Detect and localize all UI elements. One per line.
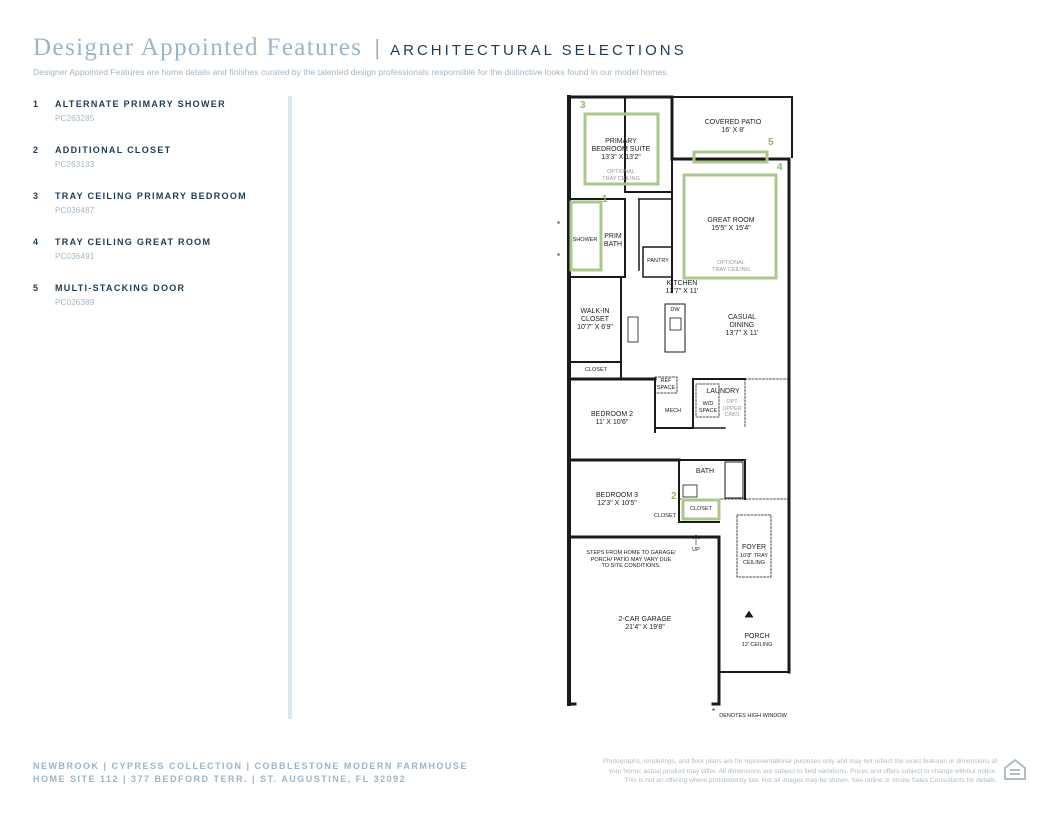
feature-item (33, 283, 283, 329)
feature-number: 3 (33, 191, 40, 201)
optional-tray-note: OPTIONAL TRAY CEILING (712, 260, 750, 273)
floor-plan (555, 92, 805, 724)
stairs-up-label: UP (692, 547, 700, 553)
dishwasher-label: DW (670, 307, 680, 313)
feature-number: 5 (33, 283, 40, 293)
feature-code: PC026389 (55, 298, 95, 307)
room-label-primary-bedroom: PRIMARY BEDROOM SUITE 13'3" X 13'2" (591, 138, 651, 161)
feature-code: PC036491 (55, 252, 95, 261)
feature-number: 2 (33, 145, 40, 155)
toilet (683, 485, 697, 497)
footer-disclaimer: Photographs, renderings, and floor plans are for representational purposes only and may not reflect the exact features or dimensions of your home; actual product may differ. All dimensions are subject to field variations. Prices and offers subject to change without notice. This is not an offering where prohibited by law. Not all images may be shown. See online or onsite Sales Consultants for details. (602, 758, 997, 784)
room-label-bath: BATH (695, 468, 715, 475)
footer-line-1: NEWBROOK | CYPRESS COLLECTION | COBBLESTONE MODERN FARMHOUSE (33, 761, 468, 771)
steps-note: STEPS FROM HOME TO GARAGE/ PORCH/ PATIO MAY VARY DUE TO SITE CONDITIONS. (586, 550, 676, 569)
equal-housing-icon (1003, 757, 1027, 783)
high-window-legend: DENOTES HIGH WINDOW (719, 713, 787, 719)
dishwasher (670, 318, 681, 330)
marker-4: 4 (777, 162, 783, 173)
room-label-prim-bath: PRIM BATH (603, 233, 623, 248)
page-header (33, 34, 1033, 77)
room-label-pantry: PANTRY (647, 258, 669, 264)
footer-community-info (33, 760, 468, 786)
feature-name: TRAY CEILING PRIMARY BEDROOM (55, 191, 247, 201)
room-label-bedroom-2: BEDROOM 2 11' X 10'6" (590, 411, 634, 426)
room-label-porch: PORCH (744, 633, 770, 640)
intro-text: Designer Appointed Features are home details and finishes curated by the talented design professionals responsible for the distinctive looks found in our model homes. (33, 67, 669, 77)
room-label-closet: CLOSET (584, 367, 608, 373)
room-label-garage: 2-CAR GARAGE 21'4" X 19'8" (618, 616, 672, 631)
feature-code: PC263285 (55, 114, 95, 123)
feature-number: 1 (33, 99, 40, 109)
page-title: Designer Appointed Features (33, 34, 363, 61)
feature-name: ALTERNATE PRIMARY SHOWER (55, 99, 226, 109)
high-window-asterisk: * (557, 220, 561, 229)
room-label-shower: SHOWER (572, 237, 598, 243)
room-label-kitchen: KITCHEN 13'7" X 11' (665, 280, 699, 295)
marker-2: 2 (671, 491, 677, 502)
marker-1: 1 (602, 194, 608, 205)
legend-asterisk: * (712, 707, 716, 716)
feature-list (33, 99, 283, 329)
room-label-laundry: LAUNDRY (706, 388, 740, 395)
footer-line-2: HOME SITE 112 | 377 BEDFORD TERR. | ST. AUGUSTINE, FL 32092 (33, 774, 407, 784)
title-row (33, 34, 1033, 62)
room-label-mech: MECH (664, 408, 682, 414)
room-label-bedroom-3: BEDROOM 3 12'3" X 10'5" (595, 492, 639, 507)
room-label-foyer: FOYER (741, 544, 767, 551)
room-label-covered-patio: COVERED PATIO 16' X 8' (704, 119, 762, 134)
optional-tray-note: OPTIONAL TRAY CEILING (602, 169, 640, 182)
porch-ceiling-note: 12' CEILING (741, 642, 773, 648)
vertical-divider (288, 96, 292, 719)
sink (628, 317, 638, 342)
marker-3: 3 (580, 100, 586, 111)
feature-code: PC036487 (55, 206, 95, 215)
marker-5: 5 (768, 137, 774, 148)
feature-code: PC263133 (55, 160, 95, 169)
wd-space-label: W/D SPACE (698, 401, 718, 414)
opt-upper-cabs-label: OPT UPPER CABS (722, 399, 742, 418)
feature-name: ADDITIONAL CLOSET (55, 145, 172, 155)
feature-item (33, 145, 283, 191)
room-label-casual-dining: CASUAL DINING 13'7" X 11' (725, 314, 759, 337)
feature-item (33, 191, 283, 237)
stacking-door-highlight (694, 152, 767, 162)
title-separator: | (374, 35, 381, 60)
bathtub (725, 462, 743, 498)
high-window-asterisk: * (557, 252, 561, 261)
room-label-great-room: GREAT ROOM 15'5" X 15'4" (707, 217, 755, 232)
feature-name: MULTI-STACKING DOOR (55, 283, 186, 293)
room-label-closet-bedroom-3: CLOSET (653, 513, 677, 519)
entry-arrow (745, 611, 753, 617)
ref-space-label: REF SPACE (656, 378, 676, 391)
feature-number: 4 (33, 237, 40, 247)
room-label-closet-added: CLOSET (689, 506, 713, 512)
feature-item (33, 99, 283, 145)
page-subtitle: ARCHITECTURAL SELECTIONS (390, 42, 687, 59)
room-label-walk-in-closet: WALK-IN CLOSET 10'7" X 6'9" (577, 308, 613, 331)
shower-highlight (571, 202, 601, 270)
feature-item (33, 237, 283, 283)
feature-name: TRAY CEILING GREAT ROOM (55, 237, 212, 247)
foyer-tray-note: 10'8" TRAY CEILING (740, 553, 768, 566)
